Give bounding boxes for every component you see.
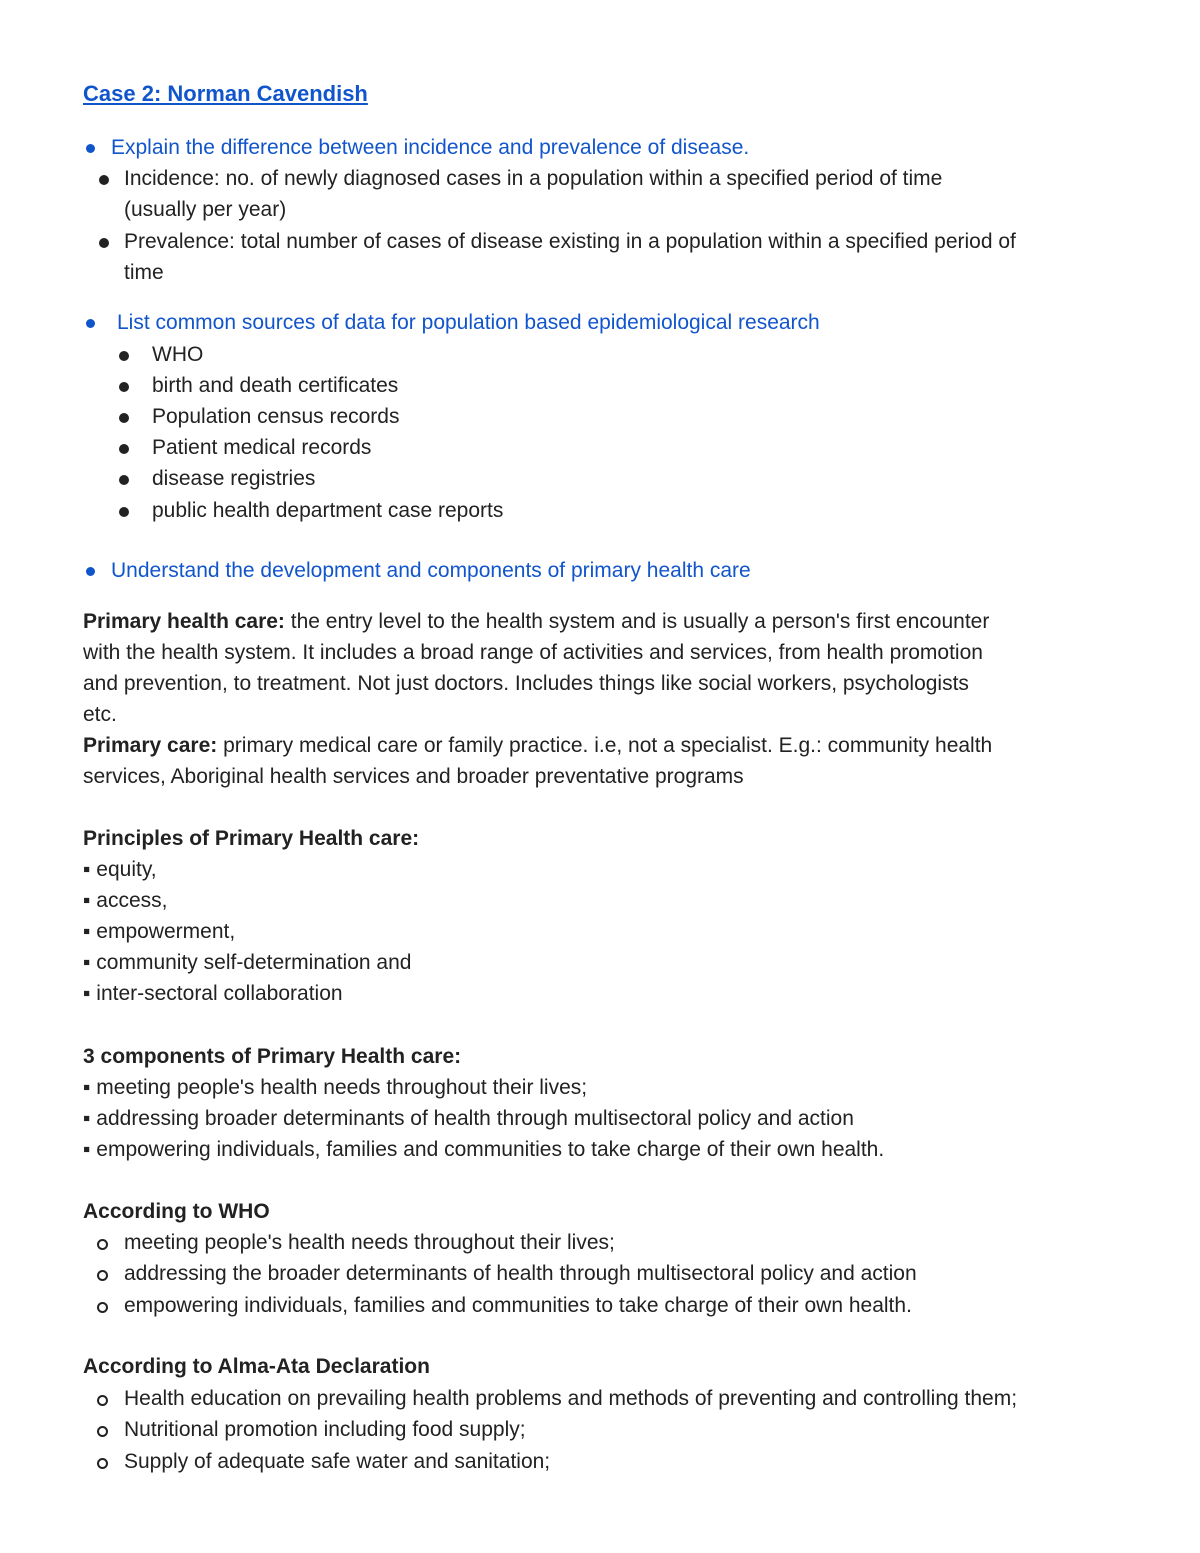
- principles-section: [83, 823, 1123, 1009]
- list-item-continued: time: [124, 261, 164, 284]
- list-item: ▪ inter-sectoral collaboration: [83, 982, 343, 1005]
- list-item: empowering individuals, families and communities to take charge of their own health.: [124, 1294, 912, 1317]
- list-item: ▪ meeting people's health needs throughout their lives;: [83, 1076, 588, 1099]
- section-heading: According to WHO: [83, 1200, 270, 1223]
- section-heading: Principles of Primary Health care:: [83, 827, 420, 850]
- list-item: meeting people's health needs throughout their lives;: [124, 1231, 615, 1254]
- question-1: Explain the difference between incidence and prevalence of disease.: [111, 136, 750, 159]
- page-title[interactable]: Case 2: Norman Cavendish: [83, 81, 368, 106]
- list-item-continued: (usually per year): [124, 198, 287, 221]
- hollow-bullet-icon: [97, 1426, 108, 1437]
- bullet-icon: [119, 507, 129, 517]
- section-heading-container: [83, 1196, 270, 1227]
- list-item: ▪ equity,: [83, 858, 157, 881]
- term-label: Primary health care:: [83, 610, 285, 633]
- paragraph-line: etc.: [83, 703, 117, 726]
- list-item: ▪ community self-determination and: [83, 951, 412, 974]
- bullet-icon: [86, 144, 95, 153]
- paragraph-line: services, Aboriginal health services and broader preventative programs: [83, 765, 744, 788]
- hollow-bullet-icon: [97, 1302, 108, 1313]
- bullet-icon: [99, 175, 109, 185]
- list-item: public health department case reports: [152, 499, 504, 522]
- section-heading: 3 components of Primary Health care:: [83, 1045, 462, 1068]
- bullet-icon: [119, 382, 129, 392]
- question-3: Understand the development and components of primary health care: [111, 559, 751, 582]
- paragraph-line: and prevention, to treatment. Not just doctors. Includes things like social workers, psychologists: [83, 672, 969, 695]
- bullet-icon: [119, 475, 129, 485]
- list-item: addressing the broader determinants of health through multisectoral policy and action: [124, 1262, 917, 1285]
- paragraph-line: with the health system. It includes a broad range of activities and services, from health promotion: [83, 641, 983, 664]
- bullet-icon: [86, 319, 95, 328]
- bullet-icon: [119, 413, 129, 423]
- list-item: ▪ addressing broader determinants of health through multisectoral policy and action: [83, 1107, 854, 1130]
- list-item: Supply of adequate safe water and sanitation;: [124, 1450, 551, 1473]
- list-item: birth and death certificates: [152, 374, 399, 397]
- term-label: Primary care:: [83, 734, 218, 757]
- list-item: ▪ empowerment,: [83, 920, 236, 943]
- hollow-bullet-icon: [97, 1395, 108, 1406]
- hollow-bullet-icon: [97, 1270, 108, 1281]
- bullet-icon: [119, 351, 129, 361]
- list-item: Patient medical records: [152, 436, 372, 459]
- section-heading-container: [83, 1351, 430, 1382]
- question-2: List common sources of data for population based epidemiological research: [117, 311, 820, 334]
- components-section: [83, 1041, 1123, 1165]
- bullet-icon: [119, 444, 129, 454]
- list-item: Prevalence: total number of cases of disease existing in a population within a specified period of: [124, 230, 1016, 253]
- paragraph-line: the entry level to the health system and is usually a person's first encounter: [284, 610, 990, 633]
- list-item: ▪ empowering individuals, families and communities to take charge of their own health.: [83, 1138, 885, 1161]
- list-item: WHO: [152, 343, 204, 366]
- bullet-icon: [99, 238, 109, 248]
- list-item: disease registries: [152, 467, 316, 490]
- list-item: ▪ access,: [83, 889, 168, 912]
- section-heading: According to Alma-Ata Declaration: [83, 1355, 430, 1378]
- bullet-icon: [86, 567, 95, 576]
- list-item: Population census records: [152, 405, 400, 428]
- list-item: Health education on prevailing health problems and methods of preventing and controlling them;: [124, 1387, 1018, 1410]
- primary-health-care-paragraph: [83, 606, 1123, 792]
- list-item: Incidence: no. of newly diagnosed cases in a population within a specified period of time: [124, 167, 943, 190]
- hollow-bullet-icon: [97, 1458, 108, 1469]
- list-item: Nutritional promotion including food supply;: [124, 1418, 526, 1441]
- paragraph-line: primary medical care or family practice. i.e, not a specialist. E.g.: community health: [217, 734, 993, 757]
- hollow-bullet-icon: [97, 1239, 108, 1250]
